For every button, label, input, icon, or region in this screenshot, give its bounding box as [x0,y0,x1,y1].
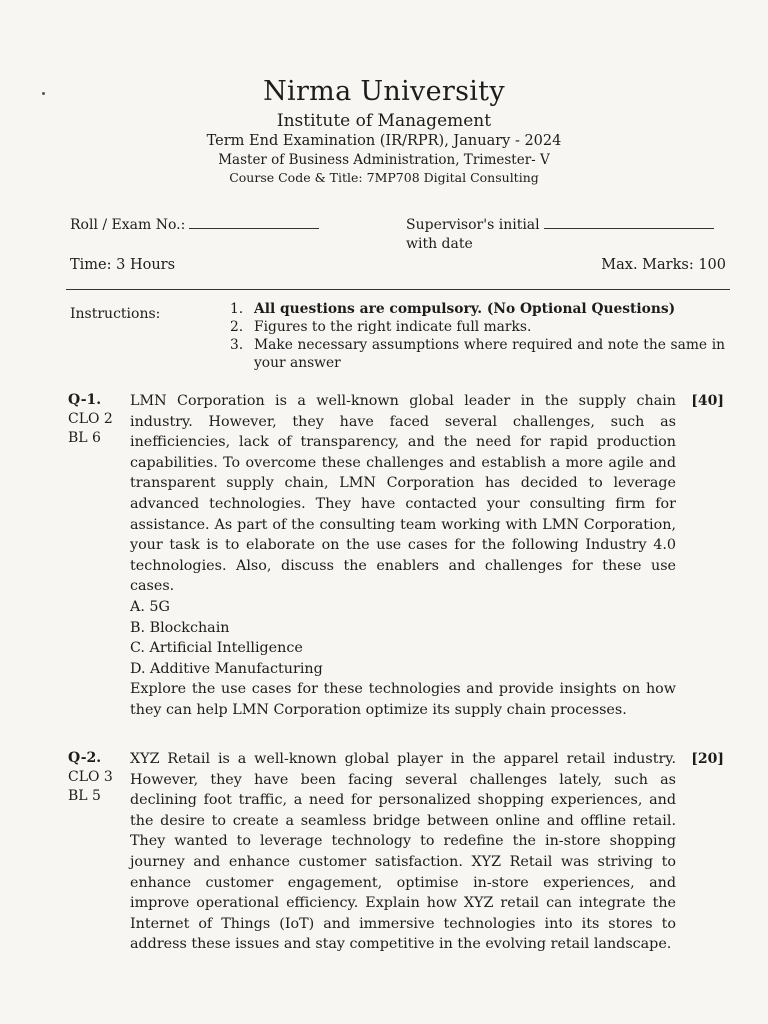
question-body [130,391,676,721]
supervisor-label-date: with date [406,236,473,252]
question-clo: CLO 3 [68,769,113,785]
question-option: D. Additive Manufacturing [130,660,323,677]
question-bl: BL 6 [68,430,101,446]
supervisor-field [406,216,714,254]
roll-label: Roll / Exam No.: [70,217,186,233]
course-title: Course Code & Title: 7MP708 Digital Consulting [229,170,539,185]
question-bl: BL 5 [68,788,101,804]
candidate-fields [70,216,726,260]
question-number: Q-2. [68,750,102,766]
time-allowed: Time: 3 Hours [70,257,176,273]
instruction-number: 1. [230,301,244,317]
supervisor-label: Supervisor's initial [406,217,540,233]
instruction-item [230,336,725,372]
roll-blank-line [189,216,319,229]
instructions-list [230,300,725,372]
question-body [130,749,676,955]
program-name: Master of Business Administration, Trimester- V [218,152,550,168]
question-number: Q-1. [68,392,102,408]
exam-title: Term End Examination (IR/RPR), January - 2024 [206,133,562,149]
instruction-number: 3. [230,337,244,353]
question-option: C. Artificial Intelligence [130,640,303,657]
question-text: LMN Corporation is a well-known global leader in the supply chain industry. However, they have faced several challenges, such as inefficiencies, lack of transparency, and the need for rapid production capabilities. To overcome these challenges and establish a more agile and transparent supply chain, LMN Corporation has decided to leverage advanced technologies. They have contacted your consulting firm for assistance. As part of the consulting team working with LMN Corporation, your task is to elaborate on the use cases for the following Industry 4.0 technologies. Also, discuss the enablers and challenges for these use cases. [130,393,676,595]
question-2 [68,749,728,989]
instruction-item [230,300,725,318]
instruction-number: 2. [230,319,244,335]
question-marks: [20] [691,751,724,767]
question-1 [68,391,728,731]
max-marks: Max. Marks: 100 [601,257,726,273]
roll-field [70,216,319,233]
question-closing: Explore the use cases for these technologies and provide insights on how they can help LMN Corporation optimize its supply chain processes. [130,681,676,718]
question-clo: CLO 2 [68,411,113,427]
instruction-item [230,318,725,336]
instruction-text: All questions are compulsory. (No Optional Questions) [254,301,676,317]
supervisor-blank-line [544,216,714,229]
question-marks: [40] [691,393,724,409]
paper-header [0,76,768,186]
instruction-text: Make necessary assumptions where required and note the same in your answer [254,337,725,371]
university-name: Nirma University [263,76,505,107]
instruction-text: Figures to the right indicate full marks. [254,319,532,335]
institute-name: Institute of Management [276,111,492,131]
question-meta [68,749,128,806]
header-divider [66,289,730,290]
question-text: XYZ Retail is a well-known global player in the apparel retail industry. However, they have been facing several challenges lately, such as declining foot traffic, a need for personalized shopping experiences, and the desire to create a seamless bridge between online and offline retail. They wanted to leverage technology to redefine the in-store shopping journey and enhance customer satisfaction. XYZ Retail was striving to enhance customer engagement, optimise in-store experiences, and improve operational efficiency. Explain how XYZ retail can integrate the Internet of Things (IoT) and immersive technologies into its stores to address these issues and stay competitive in the evolving retail landscape. [130,751,676,953]
question-option: A. 5G [130,598,170,615]
instructions-label: Instructions: [70,306,161,322]
question-meta [68,391,128,448]
question-option: B. Blockchain [130,619,230,636]
